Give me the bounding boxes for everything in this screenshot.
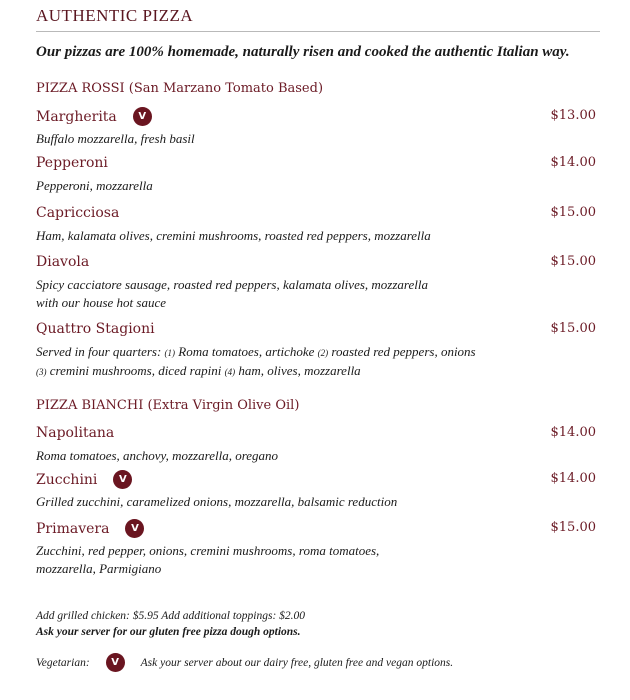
desc-text: roasted red peppers, onions	[328, 344, 476, 359]
vegetarian-icon: V	[133, 107, 152, 126]
item-description: Roma tomatoes, anchovy, mozzarella, oregano	[36, 448, 279, 463]
menu-item-quattro-stagioni	[36, 320, 596, 381]
item-price: $14.00	[550, 471, 596, 486]
item-name: Quattro Stagioni	[36, 321, 155, 338]
item-description	[36, 343, 596, 381]
desc-text: cremini mushrooms, diced rapini	[46, 363, 225, 378]
item-description-line: mozzarella, Parmigiano	[36, 561, 162, 576]
addons-note: Add grilled chicken: $5.95 Add additional toppings: $2.00	[36, 610, 306, 622]
vegetarian-legend	[36, 653, 453, 673]
item-price: $13.00	[550, 108, 596, 123]
quarter-number: (2)	[317, 348, 329, 358]
item-description: Grilled zucchini, caramelized onions, mozzarella, balsamic reduction	[36, 494, 398, 509]
item-name: Diavola	[36, 254, 90, 271]
item-name: Zucchini	[36, 471, 98, 488]
menu-item-primavera	[36, 519, 596, 578]
item-name: Capricciosa	[36, 205, 120, 222]
menu-item-pepperoni	[36, 154, 596, 195]
desc-text: ham, olives, mozzarella	[235, 363, 361, 378]
item-description-line	[36, 362, 596, 381]
gluten-free-note: Ask your server for our gluten free pizza dough options.	[36, 626, 301, 638]
item-description-line: Spicy cacciatore sausage, roasted red peppers, kalamata olives, mozzarella	[36, 277, 428, 292]
item-description: Pepperoni, mozzarella	[36, 178, 153, 193]
item-description-line	[36, 343, 596, 362]
item-description-line: Zucchini, red pepper, onions, cremini mushrooms, roma tomatoes,	[36, 543, 380, 558]
item-description-line: with our house hot sauce	[36, 295, 166, 310]
item-name: Margherita	[36, 108, 117, 125]
desc-text: Roma tomatoes, artichoke	[175, 344, 318, 359]
menu-item-zucchini	[36, 470, 596, 511]
quarter-number: (3)	[36, 367, 47, 377]
item-price: $14.00	[550, 425, 596, 440]
item-price: $15.00	[550, 520, 596, 535]
desc-text: Served in four quarters:	[36, 344, 165, 359]
title-divider	[36, 31, 600, 32]
vegetarian-icon: V	[125, 519, 144, 538]
item-description	[36, 542, 596, 578]
item-name: Pepperoni	[36, 155, 108, 172]
item-price: $15.00	[550, 254, 596, 269]
item-name: Napolitana	[36, 425, 115, 442]
vegetarian-icon: V	[113, 470, 132, 489]
intro-text: Our pizzas are 100% homemade, naturally risen and cooked the authentic Italian way.	[36, 44, 570, 60]
vegetarian-icon: V	[106, 653, 125, 672]
item-price: $15.00	[550, 205, 596, 220]
section-heading-bianchi: PIZZA BIANCHI (Extra Virgin Olive Oil)	[36, 398, 300, 413]
item-price: $15.00	[550, 321, 596, 336]
item-description: Ham, kalamata olives, cremini mushrooms, roasted red peppers, mozzarella	[36, 228, 431, 243]
vegetarian-label: Vegetarian:	[36, 656, 90, 669]
item-description: Buffalo mozzarella, fresh basil	[36, 131, 195, 146]
item-name: Primavera	[36, 520, 110, 537]
item-description	[36, 276, 596, 312]
menu-item-diavola	[36, 253, 596, 312]
quarter-number: (4)	[224, 367, 236, 377]
item-price: $14.00	[550, 155, 596, 170]
section-heading-rossi: PIZZA ROSSI (San Marzano Tomato Based)	[36, 81, 324, 96]
menu-item-margherita	[36, 107, 596, 148]
quarter-number: (1)	[164, 348, 176, 358]
menu-item-capricciosa	[36, 204, 596, 245]
page-title: AUTHENTIC PIZZA	[36, 6, 194, 25]
menu-item-napolitana	[36, 424, 596, 465]
dietary-options-note: Ask your server about our dairy free, gluten free and vegan options.	[140, 656, 454, 669]
